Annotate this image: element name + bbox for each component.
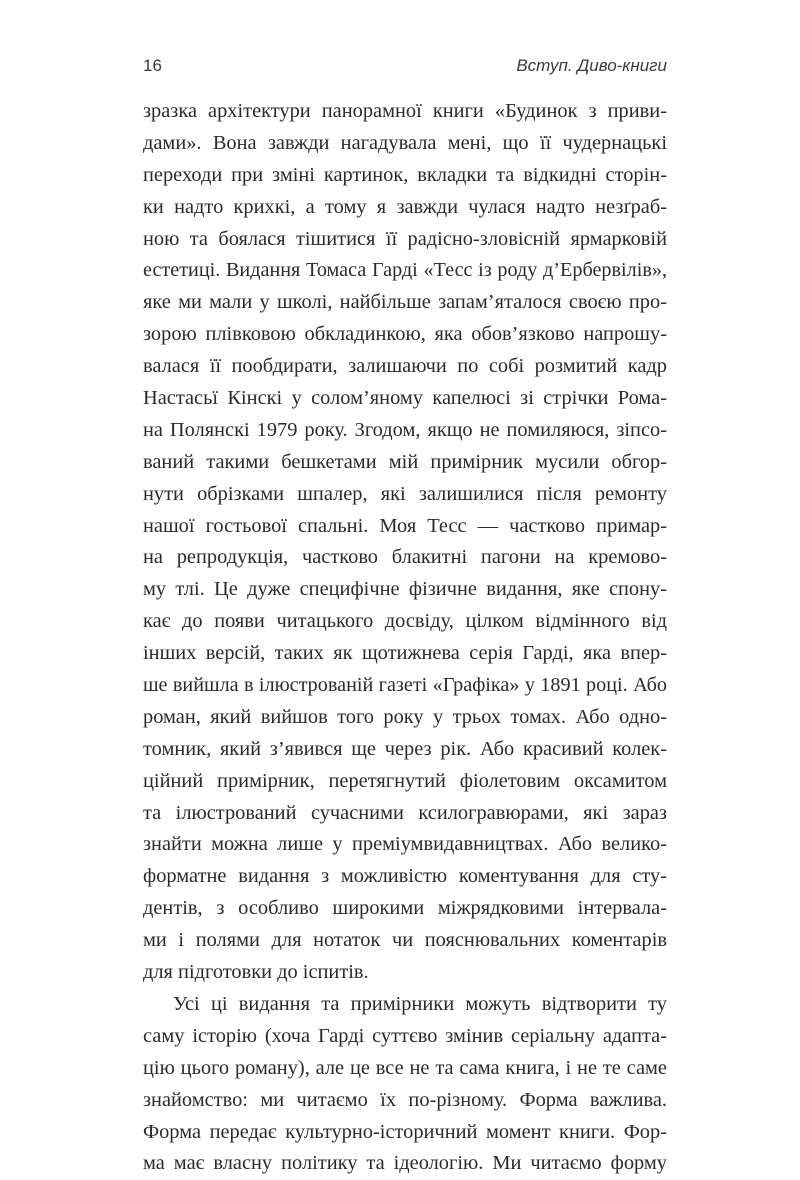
- text-line: знайомство: ми читаємо їх по-різному. Форма важлива.: [143, 1088, 667, 1111]
- text-line: інших версій, таких як щотижнева серія Гарді, яка впер-: [143, 642, 667, 665]
- text-line: дами». Вона завжди нагадувала мені, що її чудернацькі: [143, 131, 667, 154]
- text-line: форматне видання з можливістю коментування для сту-: [143, 865, 667, 888]
- text-line: Настасьї Кінскі у солом’яному капелюсі зі стрічки Рома-: [143, 387, 667, 410]
- text-line: нути обрізками шпалер, які залишилися після ремонту: [143, 482, 667, 505]
- text-line: томник, який з’явився ще через рік. Або красивий колек-: [143, 737, 667, 760]
- text-line: та ілюстрований сучасними ксилогравюрами, які зараз: [143, 801, 667, 824]
- running-head: Вступ. Диво-книги: [516, 56, 667, 75]
- text-line: ки надто крихкі, а тому я завжди чулася надто незґраб-: [143, 195, 667, 218]
- page-number: 16: [143, 56, 162, 75]
- text-line: ма має власну політику та ідеологію. Ми читаємо форму: [143, 1152, 667, 1175]
- text-line: ше вийшла в ілюстрованій газеті «Графіка» у 1891 році. Або: [143, 674, 667, 697]
- paragraph: [143, 96, 667, 989]
- text-line: дентів, з особливо широкими міжрядковими інтервала-: [143, 897, 667, 920]
- text-line: нашої гостьової спальні. Моя Тесс — частково примар-: [143, 514, 667, 537]
- text-line: Усі ці видання та примірники можуть відтворити ту: [173, 992, 667, 1015]
- text-line: естетиці. Видання Томаса Гарді «Тесс із роду д’Ербервілів»,: [143, 259, 667, 282]
- paragraph: [143, 989, 667, 1180]
- text-line: му тлі. Це дуже специфічне фізичне видання, яке спону-: [143, 578, 667, 601]
- text-line: переходи при зміні картинок, вкладки та відкидні сторін-: [143, 163, 667, 186]
- text-line: саму історію (хоча Гарді суттєво змінив серіальну адапта-: [143, 1024, 667, 1047]
- body-text: [143, 96, 667, 1180]
- text-line: зорою плівковою обкладинкою, яка обов’язково напрошу-: [143, 323, 667, 346]
- text-line: зразка архітектури панорамної книги «Будинок з приви-: [143, 100, 667, 122]
- text-line: Форма передає культурно-історичний момент книги. Фор-: [143, 1120, 667, 1143]
- text-line: яке ми мали у школі, найбільше запам’яталося своєю про-: [143, 291, 667, 314]
- text-line: на репродукція, частково блакитні пагони на кремово-: [143, 546, 667, 569]
- text-line: ною та боялася тішитися її радісно-зловісній ярмарковій: [143, 227, 667, 250]
- text-line: на Полянскі 1979 року. Згодом, якщо не помиляюся, зіпсо-: [143, 418, 667, 441]
- text-line: ми і полями для нотаток чи пояснювальних коментарів: [143, 929, 667, 952]
- page-header: [143, 56, 667, 80]
- text-line: кає до появи читацького досвіду, цілком відмінного від: [143, 610, 667, 633]
- text-line: знайти можна лише у преміумвидавництвах. Або велико-: [143, 833, 667, 856]
- text-line: ційний примірник, перетягнутий фіолетовим оксамитом: [143, 769, 667, 792]
- text-line: цію цього роману), але це все не та сама книга, і не те саме: [143, 1056, 667, 1079]
- text-line: роман, який вийшов того року у трьох томах. Або одно-: [143, 705, 667, 728]
- text-line: ваний такими бешкетами мій примірник мусили обгор-: [143, 450, 667, 473]
- text-line: валася її пообдирати, залишаючи по собі розмитий кадр: [143, 355, 667, 378]
- text-line: для підготовки до іспитів.: [143, 961, 369, 984]
